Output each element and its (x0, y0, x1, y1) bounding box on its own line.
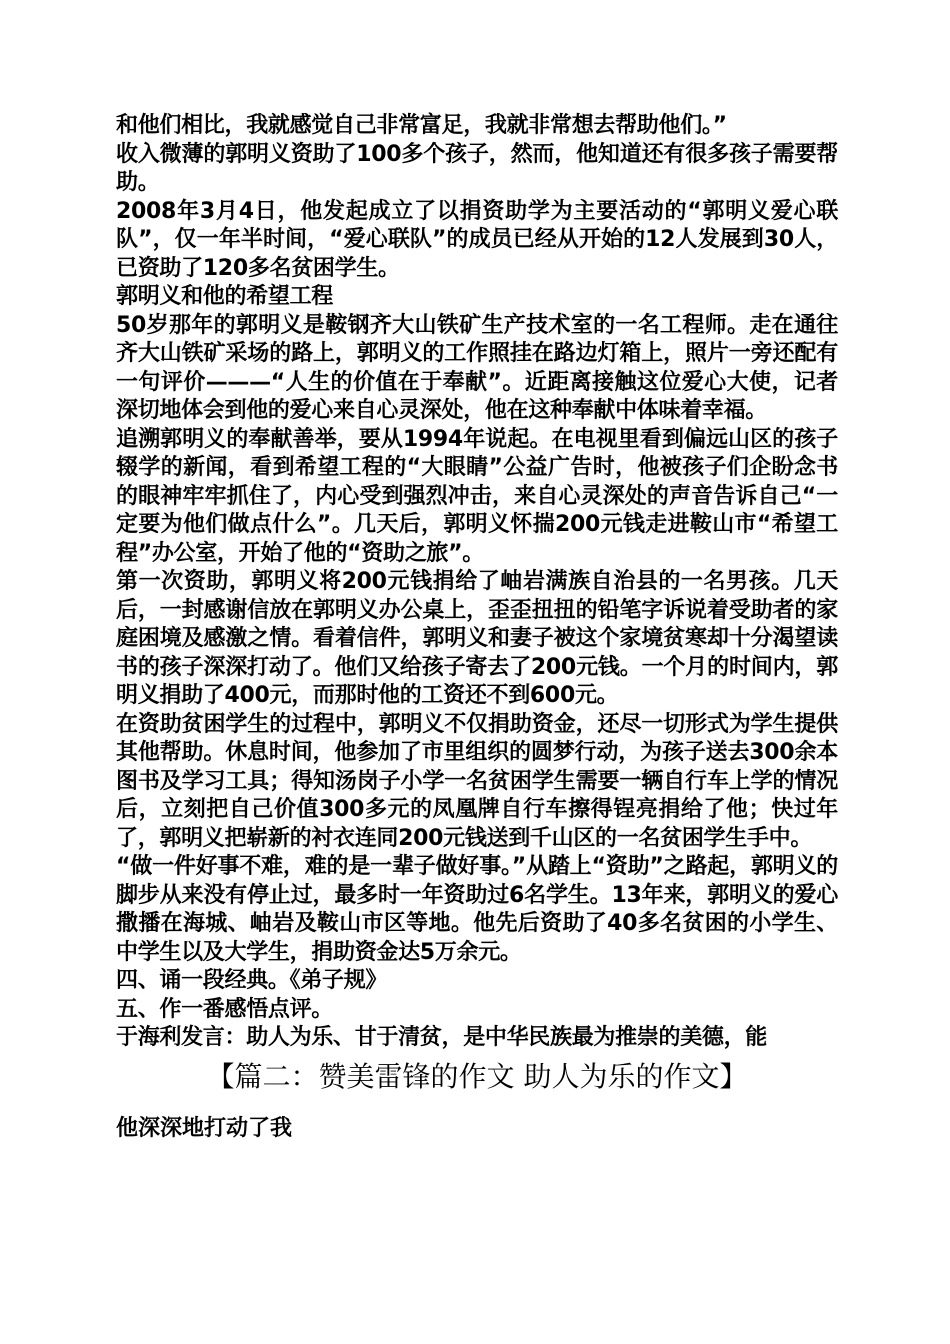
paragraph: 2008年3月4日，他发起成立了以捐资助学为主要活动的“郭明义爱心联队”，仅一年半时间，“爱心联队”的成员已经从开始的12人发展到30人，已资助了120多名贫困学生。 (116, 198, 838, 281)
paragraph: 第一次资助，郭明义将200元钱捐给了岫岩满族自治县的一名男孩。几天后，一封感谢信放在郭明义办公桌上，歪歪扭扭的铅笔字诉说着受助者的家庭困境及感激之情。看着信件，郭明义和妻子被这个家境贫寒却十分渴望读书的孩子深深打动了。他们又给孩子寄去了200元钱。一个月的时间内，郭明义捐助了400元，而那时他的工资还不到600元。 (116, 569, 838, 708)
paragraph: 追溯郭明义的奉献善举，要从1994年说起。在电视里看到偏远山区的孩子辍学的新闻，看到希望工程的“大眼睛”公益广告时，他被孩子们企盼念书的眼神牢牢抓住了，内心受到强烈冲击，来自心灵深处的声音告诉自己“一定要为他们做点什么”。几天后，郭明义怀揣200元钱走进鞍山市“希望工程”办公室，开始了他的“资助之旅”。 (116, 426, 838, 566)
paragraph: 50岁那年的郭明义是鞍钢齐大山铁矿生产技术室的一名工程师。走在通往齐大山铁矿采场的路上，郭明义的工作照挂在路边灯箱上，照片一旁还配有一句评价———“人生的价值在于奉献”。近距离接触这位爱心大使，记者深切地体会到他的爱心来自心灵深处，他在这种奉献中体味着幸福。 (116, 312, 838, 423)
list-item: 五、作一番感悟点评。 (116, 996, 334, 1022)
document-body (116, 112, 838, 1143)
article-subtitle: 他深深地打动了我 (116, 1115, 293, 1141)
paragraph: 在资助贫困学生的过程中，郭明义不仅捐助资金，还尽一切形式为学生提供其他帮助。休息时间，他参加了市里组织的圆梦行动，为孩子送去300余本图书及学习工具；得知汤岗子小学一名贫困学生需要一辆自行车上学的情况后，立刻把自己价值300多元的凤凰牌自行车擦得锃亮捐给了他；快过年了，郭明义把崭新的衬衣连同200元钱送到千山区的一名贫困学生手中。 (116, 711, 838, 851)
paragraph: “做一件好事不难，难的是一辈子做好事。”从踏上“资助”之路起，郭明义的脚步从来没有停止过，最多时一年资助过6名学生。13年来，郭明义的爱心撒播在海城、岫岩及鞍山市区等地。他先后资助了40多名贫困的小学生、中学生以及大学生，捐助资金达5万余元。 (116, 854, 838, 965)
section-heading: 【篇二：赞美雷锋的作文 助人为乐的作文】 (206, 1059, 748, 1093)
paragraph: 于海利发言：助人为乐、甘于清贫，是中华民族最为推崇的美德，能 (116, 1025, 768, 1050)
section-title: 郭明义和他的希望工程 (116, 284, 334, 309)
paragraph: 收入微薄的郭明义资助了100多个孩子，然而，他知道还有很多孩子需要帮助。 (116, 141, 838, 195)
list-item: 四、诵一段经典。《弟子规》 (116, 968, 388, 993)
paragraph: 和他们相比，我就感觉自己非常富足，我就非常想去帮助他们。” (116, 113, 727, 138)
